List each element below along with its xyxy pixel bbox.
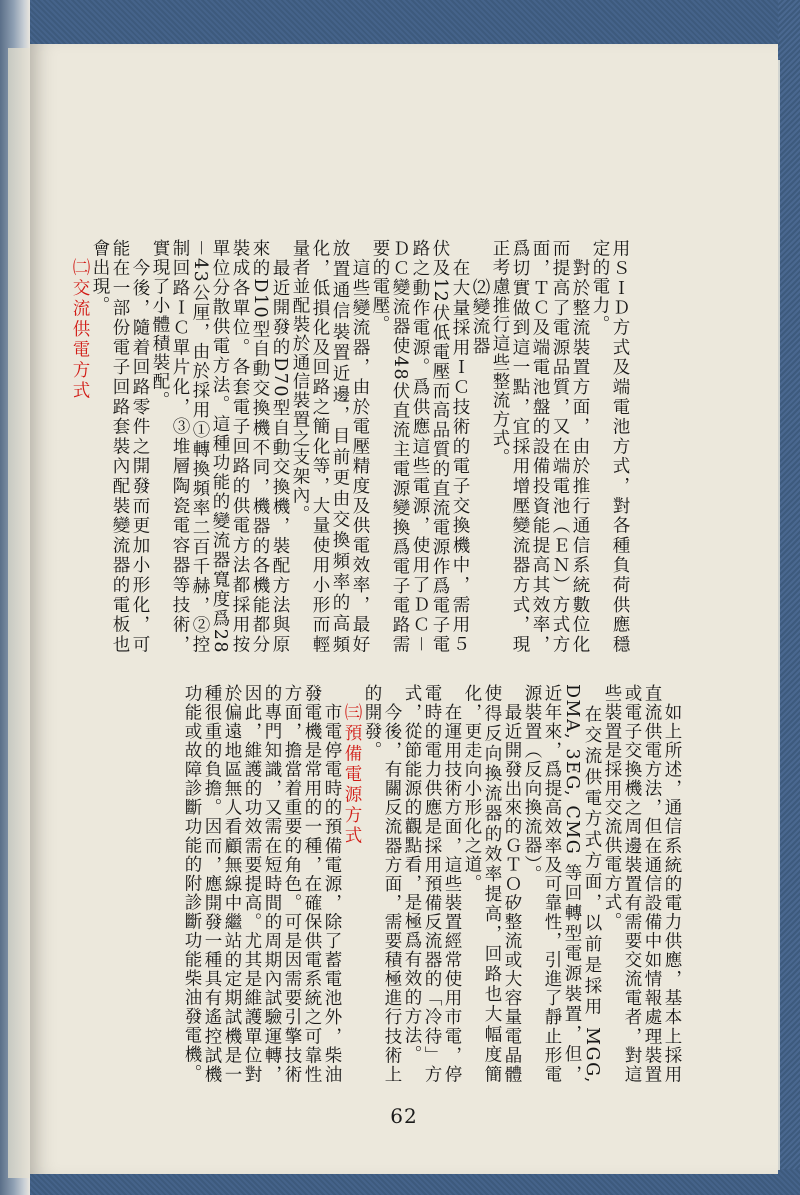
page-number: 62	[390, 1104, 418, 1128]
paragraph: 市電停電時的預備電源，除了蓄電池外，柴油發電機是常用的一種，在確保供電系統之可靠性方面，擔當着重要的角色。可是因需要引擎技術的專門知識，又需在短時間的周期內試驗運轉，因此，維護的功效需要提高。尤其是維護單位對於偏遠地區無人看顧無線中繼站的定期試機是一種很重的負擔。因而，應開發一種具有遙控試機功能或故障診斷功能的附診斷功能柴油發電機。	[182, 684, 342, 1084]
paragraph: 最近開發出來的ＧＴＯ矽整流或大容量電晶體使得反向換流器的效率提高，回路也大幅度簡化，更走向小形化之道。	[462, 684, 522, 1084]
page-stack-edge	[8, 48, 30, 1178]
paragraph: 在交流供電方式方面，以前是採用 MGG, DMA, 3EG, CMG 等回轉型電源裝置，但，近年來，爲提高效率及可靠性，引進了靜止形電源裝置（反向換流器）。	[522, 684, 602, 1092]
subheading-converter: ⑵變流器	[470, 239, 490, 356]
paragraph: 今後，有關反流器方面，需要積極進行技術上的開發。	[362, 684, 402, 1084]
section-heading-standby-power: ㈢預備電源方式	[342, 703, 362, 847]
paragraph: 今後，隨着回路零件之開發而更加小形化，可能在一部份電子回路套裝內配裝變流器的電板也會出現。	[90, 239, 150, 654]
paragraph: 在大量採用ＩＣ技術的電子交換機中，需用５伏及12伏低電壓而高品質的直流電源作爲電子電路之動作電源。爲供應這些電源，使用了ＤＣ－ＤＣ變流器使48伏直流主電源變換爲電子電路需要的電壓。	[370, 239, 470, 654]
document-page	[30, 44, 778, 1174]
paragraph: 如上所述，通信系統的電力供應，基本上採用直流供電方法，但在通信設備中如情報處理裝置或電子交換機之周邊裝置有需要交流電者，對這些裝置是採用交流供電方式。	[602, 684, 682, 1084]
paragraph: 最近開發的D70型自動交換機，裝配方法與原來的D10型自動交換機不同，機器的各機能都分裝成各單位。各套電子回路的供電方法都採用按單位分散供電方法。這種功能的變流器寬度爲28－43公厘，由於採用①轉換頻率二百千赫，②控制回路ＩＣ單片化，③堆層陶瓷電容器等技術，實現了小體積裝配。	[150, 239, 290, 654]
book-cover-top	[0, 0, 800, 48]
paragraph: 對於整流裝置方面，由於推行通信系統數位化而提高了電源品質，又在端電池（ＥＮ）方式方面，ＴＣ及端電池盤的設備投資能提高其效率，爲切實做到這一點，宜採用增壓變流器方式，現正考慮推行這些整流方式。	[490, 239, 590, 654]
paragraph: 用ＳＩＤ方式及端電池方式，對各種負荷供應穩定的電力。	[590, 239, 630, 654]
book-cover-right	[778, 0, 800, 1195]
paragraph: 在運用技術方面，這些裝置經常使用市電，停電時的電力供應是採用預備反流器的「冷待」方式，從節能源的觀點看，是極爲有效的方法。	[402, 684, 462, 1084]
lower-text-block	[92, 684, 682, 1092]
upper-text-block	[70, 239, 630, 654]
paragraph: 這些變流器，由於電壓精度及供電效率，最好放置通信裝置近邊，目前更由交換頻率的高頻化，低損化及回路之簡化等，大量使用小形而輕量者並配裝於通信裝置之支架內。	[290, 239, 370, 654]
section-heading-ac-supply: ㈡交流供電方式	[70, 258, 90, 402]
